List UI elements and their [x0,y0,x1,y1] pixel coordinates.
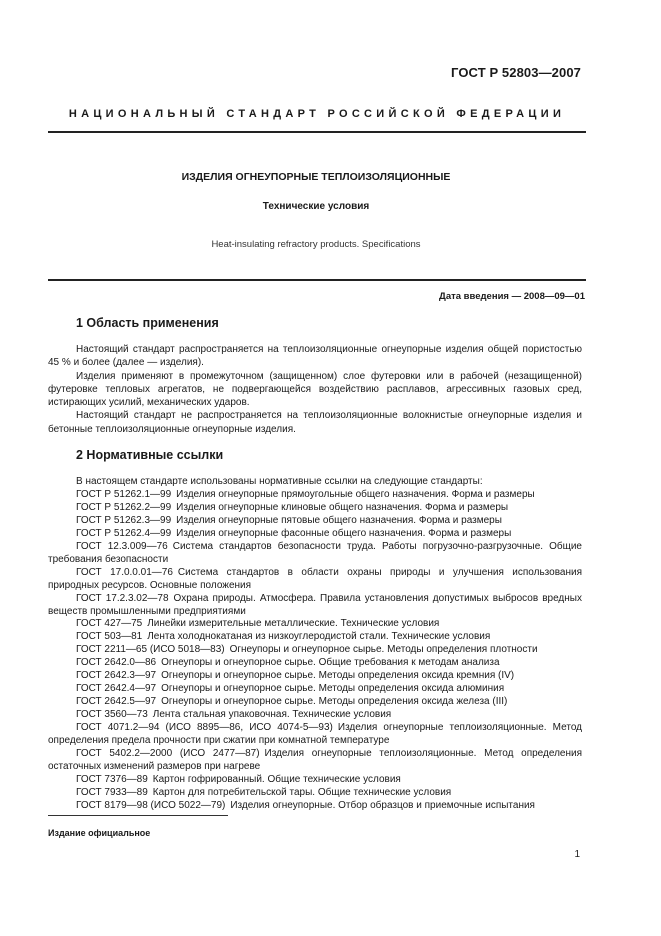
reference-code: ГОСТ 7933—89 [76,786,148,798]
reference-code: ГОСТ 5402.2—2000 (ИСО 2477—87) [76,748,260,760]
footer-divider [48,815,228,816]
reference-code: ГОСТ Р 51262.2—99 [76,501,172,513]
section-1-body [48,343,582,436]
section-1-paragraph: Настоящий стандарт распространяется на теплоизоляционные огнеупорные изделия общей пористостью 45 % и более (далее — изделия). [48,344,582,369]
reference-title: Огнеупоры и огнеупорное сырье. Методы определения плотности [229,644,538,656]
reference-code: ГОСТ 17.0.0.01—76 [76,566,173,578]
reference-code: ГОСТ 427—75 [76,618,143,630]
reference-item [48,774,582,787]
reference-item [48,528,582,541]
reference-title: Огнеупоры и огнеупорное сырье. Общие требования к методам анализа [161,657,500,669]
document-title: ИЗДЕЛИЯ ОГНЕУПОРНЫЕ ТЕПЛОИЗОЛЯЦИОННЫЕ [181,171,451,183]
reference-item [48,657,582,670]
reference-code: ГОСТ 8179—98 (ИСО 5022—79) [76,799,226,811]
reference-code: ГОСТ 12.3.009—76 [76,540,168,552]
reference-code: ГОСТ 17.2.3.02—78 [76,592,169,604]
reference-title: Изделия огнеупорные теплоизоляционные. Метод определения остаточных изменений размеров при нагреве [48,748,582,772]
document-subtitle: Технические условия [262,201,370,212]
reference-code: ГОСТ 2642.3—97 [76,670,157,682]
reference-item [48,631,582,644]
introduction-date: Дата введения — 2008—09—01 [439,291,585,302]
reference-code: ГОСТ 2642.5—97 [76,696,157,708]
reference-item [48,787,582,800]
reference-title: Огнеупоры и огнеупорное сырье. Методы определения оксида кремния (IV) [161,670,515,682]
reference-title: Система стандартов в области охраны природы и улучшения использования природных ресурсов. Основные положения [48,566,582,591]
reference-item [48,800,582,813]
reference-code: ГОСТ Р 51262.3—99 [76,514,172,526]
section-1-paragraph: Настоящий стандарт не распространяется на теплоизоляционные волокнистые огнеупорные изделия и бетонные теплоизоляционные огнеупорные изделия. [48,410,582,435]
section-1-heading: 1 Область применения [76,316,219,330]
reference-title: Система стандартов безопасности труда. Работы погрузочно-разгрузочные. Общие требования безопасности [48,540,582,565]
normative-references-list [48,476,582,813]
reference-title: Охрана природы. Атмосфера. Правила установления допустимых выбросов вредных веществ промышленными предприятиями [48,592,582,617]
reference-code: ГОСТ 3560—73 [76,709,148,721]
reference-code: ГОСТ 2211—65 (ИСО 5018—83) [76,644,225,656]
reference-code: ГОСТ Р 51262.4—99 [76,527,172,539]
document-title-english: Heat-insulating refractory products. Specifications [211,239,421,250]
reference-item [48,502,582,515]
edition-note: Издание официальное [48,828,151,838]
reference-item [48,644,582,657]
document-number: ГОСТ Р 52803—2007 [451,65,581,80]
reference-title: Изделия огнеупорные. Отбор образцов и приемочные испытания [230,799,535,811]
reference-code: ГОСТ 7376—89 [76,773,148,785]
reference-code: ГОСТ Р 51262.1—99 [76,488,172,500]
reference-item [48,618,582,631]
reference-item [48,567,582,593]
reference-item [48,748,582,774]
reference-code: ГОСТ 2642.0—86 [76,657,157,669]
reference-title: Картон для потребительской тары. Общие технические условия [152,786,452,798]
reference-item [48,515,582,528]
reference-code: ГОСТ 2642.4—97 [76,683,157,695]
reference-title: Линейки измерительные металлические. Технические условия [147,618,440,630]
reference-item [48,683,582,696]
reference-title: Изделия огнеупорные фасонные общего назначения. Форма и размеры [176,527,512,539]
national-standard-banner: НАЦИОНАЛЬНЫЙ СТАНДАРТ РОССИЙСКОЙ ФЕДЕРАЦИИ [68,108,566,120]
reference-item [48,696,582,709]
reference-item [48,670,582,683]
title-divider [48,279,586,281]
reference-item [48,709,582,722]
reference-title: Огнеупоры и огнеупорное сырье. Методы определения оксида железа (III) [161,696,508,708]
section-1-paragraph: Изделия применяют в промежуточном (защищенном) слое футеровки или в рабочей (незащищенной) футеровке тепловых агрегатов, не подвергающейся воздействию расплавов, агрессивных газовых сред, истирающих усилий, механических ударов. [48,370,582,409]
page-number: 1 [574,849,580,860]
header-divider [48,131,586,133]
reference-title: Изделия огнеупорные теплоизоляционные. Метод определения предела прочности при сжатии при комнатной температуре [48,722,582,747]
reference-title: Изделия огнеупорные пятовые общего назначения. Форма и размеры [176,514,502,526]
section-2-heading: 2 Нормативные ссылки [76,448,224,462]
reference-title: Огнеупоры и огнеупорное сырье. Методы определения оксида алюминия [161,683,505,695]
reference-item [48,722,582,748]
reference-title: Лента стальная упаковочная. Технические условия [152,709,392,721]
reference-title: Изделия огнеупорные прямоугольные общего назначения. Форма и размеры [176,488,535,500]
reference-code: ГОСТ 4071.2—94 (ИСО 8895—86, ИСО 4074-5—93) [76,722,333,734]
reference-title: Лента холоднокатаная из низкоуглеродистой стали. Технические условия [147,631,491,643]
reference-item [48,593,582,619]
reference-item [48,541,582,567]
reference-title: Картон гофрированный. Общие технические условия [152,773,401,785]
reference-code: ГОСТ 503—81 [76,631,143,643]
reference-item [48,489,582,502]
reference-title: Изделия огнеупорные клиновые общего назначения. Форма и размеры [176,501,509,513]
references-lead: В настоящем стандарте использованы нормативные ссылки на следующие стандарты: [76,476,483,487]
